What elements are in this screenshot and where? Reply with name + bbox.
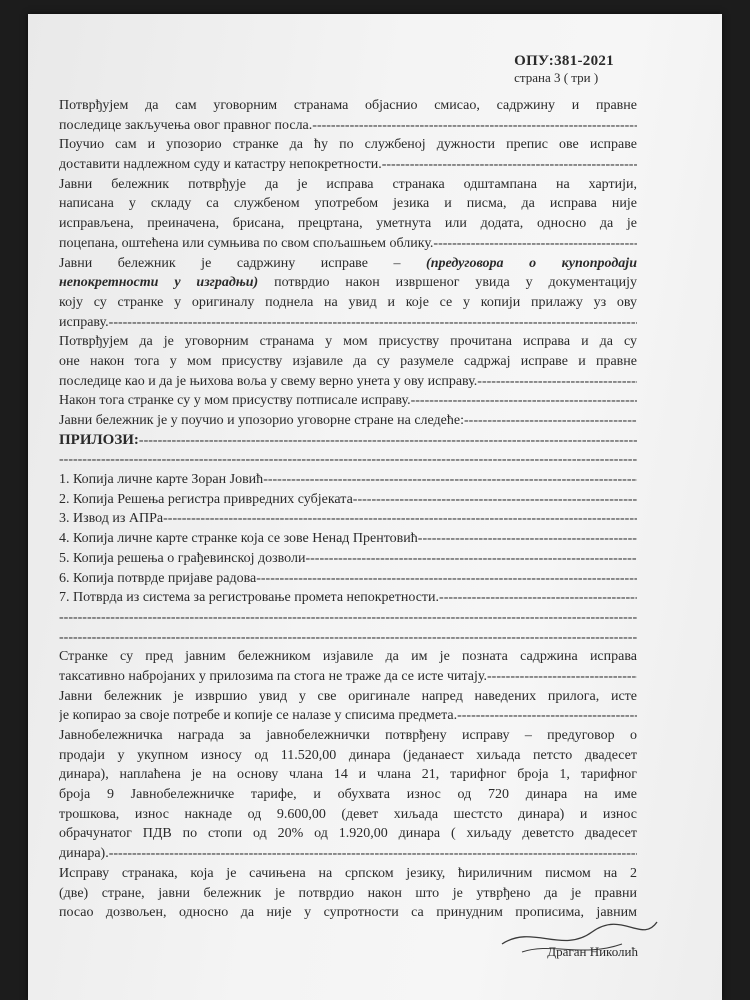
text-line: динара), наплаћена је на основу члана 14 и члана 21, тарифног броја 1, тарифног bbox=[59, 767, 637, 783]
attachment-item: 4. Копија личне карте странке која се зове Ненад Прентовић bbox=[59, 531, 418, 547]
dashed-rule bbox=[59, 608, 637, 628]
emphasis-text: (предуговора о купопродаји bbox=[426, 255, 637, 271]
text-line: Јавнобележничка награда за јавнобележнички потврђену исправу – предуговор о bbox=[59, 728, 637, 743]
text-line: Странке су пред јавним бележником изјавиле да им је позната садржина исправа bbox=[59, 649, 637, 665]
text-line: броја 9 Јавнобележничке тарифе, и обухвата износ од 720 динара на име bbox=[59, 787, 637, 803]
text-line: Јавни бележник потврђује да је исправа странака одштампана на хартији, bbox=[59, 176, 637, 192]
dashed-rule bbox=[59, 450, 637, 470]
text-line: последице закључења овог правног посла. bbox=[59, 117, 313, 133]
signature-name: Драган Николић bbox=[547, 944, 638, 959]
text-line: таксативно набројаних у прилозима па стога не траже да се исте читају. bbox=[59, 668, 488, 684]
text-line: Јавни бележник је извршио увид у све оригинале напред наведених прилога, исте bbox=[59, 688, 637, 704]
text-line: исправљена, преиначена, брисана, прецртана, уметнута или додата, односно да је bbox=[59, 216, 637, 232]
text-line: обрачунатог ПДВ по стопи од 20% од 1.920,00 динара ( хиљаду деветсто двадесет bbox=[59, 826, 637, 842]
text-line: Поучио сам и упозорио странке да ћу по службеној дужности препис ове исправе bbox=[59, 137, 637, 153]
text-line: посао дозвољен, односно да није у супротности са принудним прописима, јавним bbox=[59, 905, 637, 921]
page-label: страна 3 ( три ) bbox=[514, 70, 599, 85]
text-line: Исправу странака, која је сачињена на српском језику, ћириличним писмом на 2 bbox=[59, 865, 637, 881]
attachment-item: 5. Копија решења о грађевинској дозволи bbox=[59, 550, 306, 566]
text-line: доставити надлежном суду и катастру непокретности. bbox=[59, 157, 382, 173]
page-header bbox=[514, 52, 614, 86]
attachments-title: ПРИЛОЗИ: bbox=[59, 431, 139, 448]
text-line: је копирао за своје потребе и копије се налазе у списима предмета. bbox=[59, 708, 458, 724]
text-line: оне након тога у мом присуству изјавиле да су разумеле садржај исправе и правне bbox=[59, 353, 637, 369]
attachment-item: 2. Копија Решења регистра привредних субјеката bbox=[59, 491, 353, 507]
document-body bbox=[59, 96, 637, 923]
text-line: Након тога странке су у мом присуству потписале исправу. bbox=[59, 393, 411, 409]
text-line: продаји у укупном износу од 11.520,00 динара (једанаест хиљада петсто двадесет bbox=[59, 747, 637, 763]
attachment-item: 6. Копија потврде пријаве радова bbox=[59, 570, 257, 586]
dashed-rule bbox=[59, 628, 637, 648]
text-line: поцепана, оштећена или сумњива по свом спољашњем облику. bbox=[59, 235, 434, 251]
text-line: (две) стране, јавни бележник је потврдио након што је утврђено да је правни bbox=[59, 885, 637, 901]
text-line: Потврђујем да је уговорним странама у мом присуству прочитана исправа и да су bbox=[59, 334, 637, 350]
text-line: написана у складу са службеном употребом језика и писма, да исправа није bbox=[59, 196, 637, 212]
attachment-item: 1. Копија личне карте Зоран Јовић bbox=[59, 472, 264, 488]
text-line bbox=[59, 254, 637, 274]
text-fragment: Јавни бележник је садржину исправе – bbox=[59, 255, 427, 271]
text-line: трошкова, износ накнаде од 9.600,00 (девет хиљада шестсто динара) и износ bbox=[59, 806, 637, 822]
attachment-item: 7. Потврда из система за регистровање промета непокретности. bbox=[59, 590, 440, 606]
document-page bbox=[28, 14, 722, 1000]
text-fragment: потврдио након извршеног увида у документацију bbox=[258, 275, 637, 291]
text-line: исправу. bbox=[59, 314, 109, 330]
attachment-item: 3. Извод из АПРа bbox=[59, 511, 164, 527]
emphasis-text: непокретности у изградњи) bbox=[59, 275, 259, 291]
text-line: коју су странке у оригиналу поднела на увид и које се у копији прилажу уз ову bbox=[59, 294, 637, 310]
document-number: ОПУ:381-2021 bbox=[514, 53, 614, 69]
text-line: динара). bbox=[59, 846, 109, 862]
text-line: Потврђујем да сам уговорним странама објаснио смисао, садржину и правне bbox=[59, 98, 637, 113]
text-line: последице као и да је њихова воља у свему верно унета у ову исправу. bbox=[59, 373, 478, 389]
text-line: Јавни бележник је у поучио и упозорио уговорне стране на следеће: bbox=[59, 413, 465, 428]
text-line bbox=[59, 273, 637, 293]
